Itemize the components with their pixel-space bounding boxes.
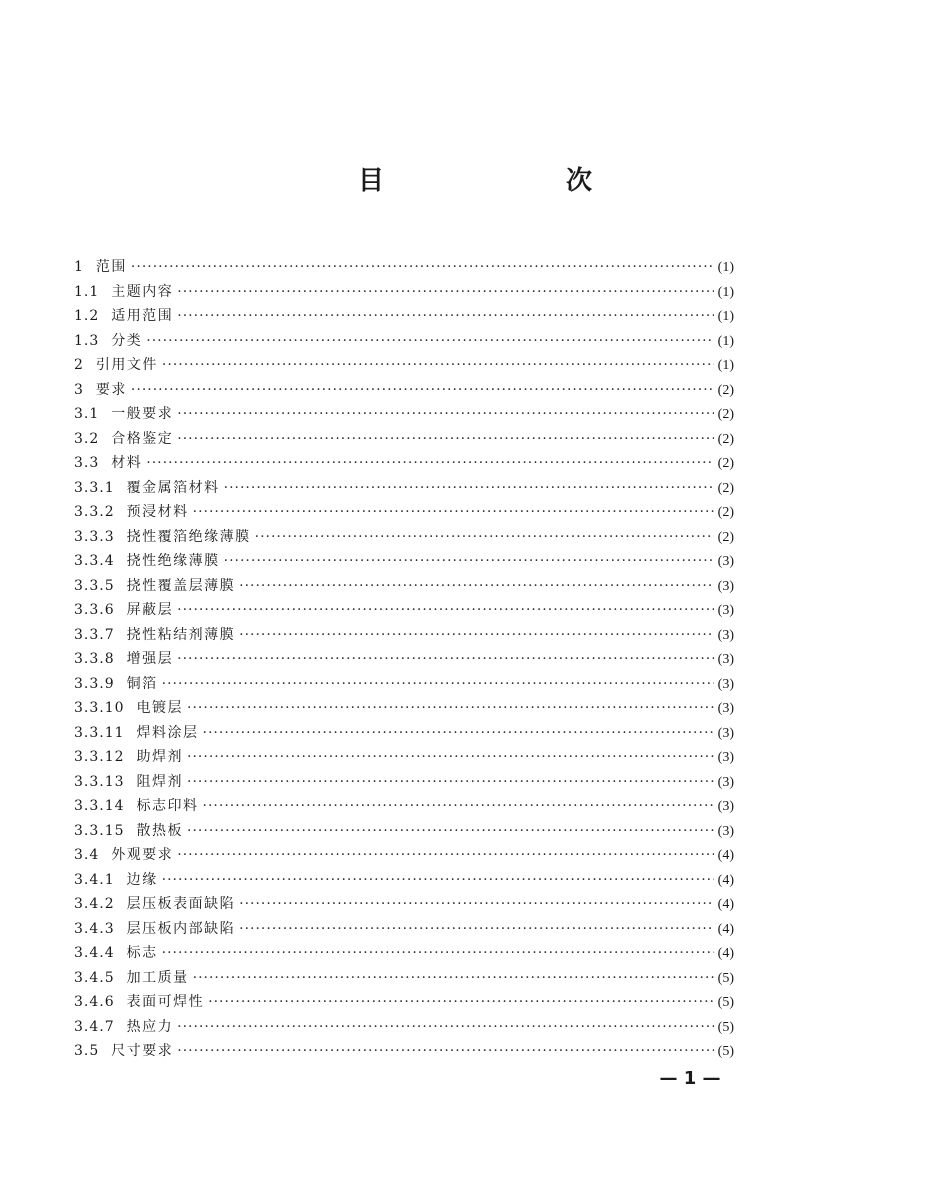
toc-entry-label: 材料 xyxy=(111,455,143,471)
toc-entry-number: 3.3.14 xyxy=(74,798,125,814)
toc-entry xyxy=(74,353,734,378)
toc-entry-page: (3) xyxy=(717,774,734,790)
toc-leader-dots xyxy=(224,549,714,574)
toc-entry xyxy=(74,745,734,770)
toc-entry-label: 层压板表面缺陷 xyxy=(126,896,236,912)
toc-entry xyxy=(74,402,734,427)
toc-entry xyxy=(74,696,734,721)
toc-entry xyxy=(74,868,734,893)
toc-entry-number: 1.1 xyxy=(74,283,100,300)
toc-leader-dots xyxy=(177,647,714,672)
toc-leader-dots xyxy=(131,378,714,403)
toc-leader-dots xyxy=(224,476,714,501)
toc-entry-page: (1) xyxy=(717,284,734,300)
toc-entry-page: (3) xyxy=(717,799,734,814)
toc-entry-number: 3.4.6 xyxy=(74,994,115,1010)
toc-leader-dots xyxy=(255,525,714,550)
toc-entry-label: 挠性覆盖层薄膜 xyxy=(126,577,236,594)
toc-entry-number: 3.1 xyxy=(74,406,100,422)
toc-leader-dots xyxy=(177,402,713,427)
toc-entry-label: 范围 xyxy=(95,259,127,275)
toc-leader-dots xyxy=(208,990,714,1015)
toc-entry-number: 3.4.4 xyxy=(74,945,115,961)
toc-entry-number: 3.3.1 xyxy=(74,479,115,496)
toc-entry xyxy=(74,476,734,501)
toc-entry-number: 3.4.2 xyxy=(74,896,115,912)
toc-entry xyxy=(74,574,734,599)
toc-entry-label: 引用文件 xyxy=(95,357,158,373)
toc-entry xyxy=(74,451,734,476)
toc-entry-number: 3.3.6 xyxy=(74,602,115,618)
toc-entry xyxy=(74,647,734,672)
toc-entry-page: (2) xyxy=(717,456,734,471)
toc-entry-page: (2) xyxy=(717,529,734,545)
toc-entry-label: 一般要求 xyxy=(111,406,174,422)
toc-entry-page: (2) xyxy=(717,505,734,520)
toc-entry-page: (5) xyxy=(717,1019,734,1035)
toc-entry-label: 合格鉴定 xyxy=(111,430,174,447)
toc-entry xyxy=(74,304,734,329)
toc-entry xyxy=(74,794,734,819)
document-title: 目 次 xyxy=(357,166,670,196)
toc-entry-page: (2) xyxy=(717,407,734,422)
toc-entry xyxy=(74,525,734,550)
toc-entry-label: 尺寸要求 xyxy=(111,1043,174,1059)
toc-entry xyxy=(74,892,734,917)
toc-entry xyxy=(74,941,734,966)
toc-entry-number: 3.3.15 xyxy=(74,822,125,839)
toc-leader-dots xyxy=(193,966,714,991)
toc-entry-page: (3) xyxy=(717,578,734,594)
toc-leader-dots xyxy=(187,696,714,721)
toc-entry xyxy=(74,1015,734,1040)
toc-entry-number: 3.3.3 xyxy=(74,528,115,545)
toc-entry-number: 3.3 xyxy=(74,455,100,471)
toc-entry-number: 1.2 xyxy=(74,308,100,324)
toc-entry-label: 边缘 xyxy=(126,871,158,888)
toc-entry xyxy=(74,990,734,1015)
toc-entry-number: 3.3.2 xyxy=(74,504,115,520)
toc-entry-page: (2) xyxy=(717,431,734,447)
toc-entry xyxy=(74,255,734,280)
toc-entry-page: (3) xyxy=(717,627,734,643)
table-of-contents xyxy=(74,255,734,1064)
toc-entry-label: 挠性覆箔绝缘薄膜 xyxy=(126,528,251,545)
toc-entry-label: 要求 xyxy=(95,381,127,398)
toc-entry xyxy=(74,329,734,354)
toc-entry-number: 1 xyxy=(74,259,84,275)
toc-entry-label: 铜箔 xyxy=(126,675,158,692)
toc-entry-page: (1) xyxy=(717,309,734,324)
toc-entry-number: 3.4.7 xyxy=(74,1018,115,1035)
toc-leader-dots xyxy=(239,574,714,599)
toc-entry-page: (1) xyxy=(717,333,734,349)
toc-entry-page: (2) xyxy=(717,382,734,398)
toc-entry xyxy=(74,721,734,746)
toc-entry-number: 3.3.9 xyxy=(74,675,115,692)
toc-leader-dots xyxy=(177,304,713,329)
toc-leader-dots xyxy=(187,819,714,844)
toc-entry-number: 3.4.1 xyxy=(74,871,115,888)
toc-leader-dots xyxy=(193,500,714,525)
toc-entry-page: (4) xyxy=(717,872,734,888)
toc-entry xyxy=(74,598,734,623)
toc-entry xyxy=(74,843,734,868)
toc-leader-dots xyxy=(162,941,714,966)
toc-leader-dots xyxy=(177,1039,713,1064)
toc-entry xyxy=(74,672,734,697)
toc-leader-dots xyxy=(187,745,714,770)
toc-entry-label: 覆金属箔材料 xyxy=(126,479,220,496)
toc-entry-number: 3.3.13 xyxy=(74,773,125,790)
toc-entry-number: 3.3.4 xyxy=(74,553,115,569)
toc-entry-label: 阻焊剂 xyxy=(136,773,184,790)
toc-entry-page: (3) xyxy=(717,554,734,569)
toc-leader-dots xyxy=(203,794,714,819)
toc-leader-dots xyxy=(162,672,714,697)
toc-entry-page: (4) xyxy=(717,897,734,912)
toc-entry-label: 焊料涂层 xyxy=(136,724,199,741)
toc-entry-page: (4) xyxy=(717,848,734,863)
toc-entry-number: 3.3.12 xyxy=(74,749,125,765)
toc-entry-page: (2) xyxy=(717,480,734,496)
toc-entry-number: 3.3.11 xyxy=(74,724,125,741)
toc-leader-dots xyxy=(239,623,714,648)
toc-entry-label: 标志印料 xyxy=(136,798,199,814)
toc-entry-number: 3.4.3 xyxy=(74,920,115,937)
toc-leader-dots xyxy=(203,721,714,746)
toc-entry-page: (5) xyxy=(717,970,734,986)
toc-leader-dots xyxy=(131,255,714,280)
toc-entry-page: (5) xyxy=(717,995,734,1010)
toc-entry-label: 增强层 xyxy=(126,651,174,667)
toc-leader-dots xyxy=(162,353,714,378)
toc-entry-page: (1) xyxy=(717,260,734,275)
toc-entry-page: (3) xyxy=(717,823,734,839)
toc-entry-page: (3) xyxy=(717,652,734,667)
toc-entry-label: 分类 xyxy=(111,332,143,349)
toc-entry xyxy=(74,500,734,525)
toc-leader-dots xyxy=(239,892,714,917)
toc-entry-label: 助焊剂 xyxy=(136,749,184,765)
toc-entry xyxy=(74,819,734,844)
toc-entry-page: (3) xyxy=(717,603,734,618)
toc-entry xyxy=(74,917,734,942)
toc-entry-label: 外观要求 xyxy=(111,847,174,863)
toc-entry xyxy=(74,1039,734,1064)
toc-leader-dots xyxy=(177,598,714,623)
toc-entry-number: 1.3 xyxy=(74,332,100,349)
toc-entry-label: 热应力 xyxy=(126,1018,174,1035)
toc-entry-page: (3) xyxy=(717,676,734,692)
toc-entry-page: (3) xyxy=(717,750,734,765)
toc-entry-number: 3.4 xyxy=(74,847,100,863)
toc-leader-dots xyxy=(177,427,713,452)
toc-entry xyxy=(74,549,734,574)
toc-leader-dots xyxy=(162,868,714,893)
toc-leader-dots xyxy=(177,1015,714,1040)
toc-entry-number: 3.3.10 xyxy=(74,700,125,716)
toc-entry-label: 表面可焊性 xyxy=(126,994,205,1010)
toc-entry-number: 3.2 xyxy=(74,430,100,447)
toc-entry xyxy=(74,280,734,305)
toc-entry-page: (1) xyxy=(717,358,734,373)
toc-entry-label: 标志 xyxy=(126,945,158,961)
toc-leader-dots xyxy=(239,917,714,942)
toc-entry-label: 加工质量 xyxy=(126,969,189,986)
toc-entry-number: 3 xyxy=(74,381,84,398)
toc-entry-label: 挠性粘结剂薄膜 xyxy=(126,626,236,643)
toc-entry xyxy=(74,427,734,452)
toc-entry-page: (4) xyxy=(717,946,734,961)
toc-entry-label: 适用范围 xyxy=(111,308,174,324)
toc-entry-label: 预浸材料 xyxy=(126,504,189,520)
toc-leader-dots xyxy=(177,843,713,868)
toc-entry xyxy=(74,623,734,648)
toc-entry-number: 3.4.5 xyxy=(74,969,115,986)
toc-entry-number: 3.3.8 xyxy=(74,651,115,667)
toc-entry xyxy=(74,770,734,795)
toc-leader-dots xyxy=(187,770,714,795)
toc-entry-number: 3.3.7 xyxy=(74,626,115,643)
toc-entry-page: (4) xyxy=(717,921,734,937)
toc-entry-page: (5) xyxy=(717,1044,734,1059)
toc-entry-number: 2 xyxy=(74,357,84,373)
toc-entry-label: 挠性绝缘薄膜 xyxy=(126,553,220,569)
toc-leader-dots xyxy=(146,329,713,354)
toc-entry xyxy=(74,378,734,403)
toc-entry-label: 层压板内部缺陷 xyxy=(126,920,236,937)
toc-entry-number: 3.3.5 xyxy=(74,577,115,594)
toc-entry-page: (3) xyxy=(717,725,734,741)
toc-entry-number: 3.5 xyxy=(74,1043,100,1059)
page-number: — 1 — xyxy=(659,1068,721,1089)
toc-entry-label: 主题内容 xyxy=(111,283,174,300)
toc-entry-page: (3) xyxy=(717,701,734,716)
toc-entry-label: 屏蔽层 xyxy=(126,602,174,618)
toc-entry-label: 散热板 xyxy=(136,822,184,839)
toc-leader-dots xyxy=(146,451,713,476)
toc-entry xyxy=(74,966,734,991)
toc-leader-dots xyxy=(177,280,713,305)
toc-entry-label: 电镀层 xyxy=(136,700,184,716)
